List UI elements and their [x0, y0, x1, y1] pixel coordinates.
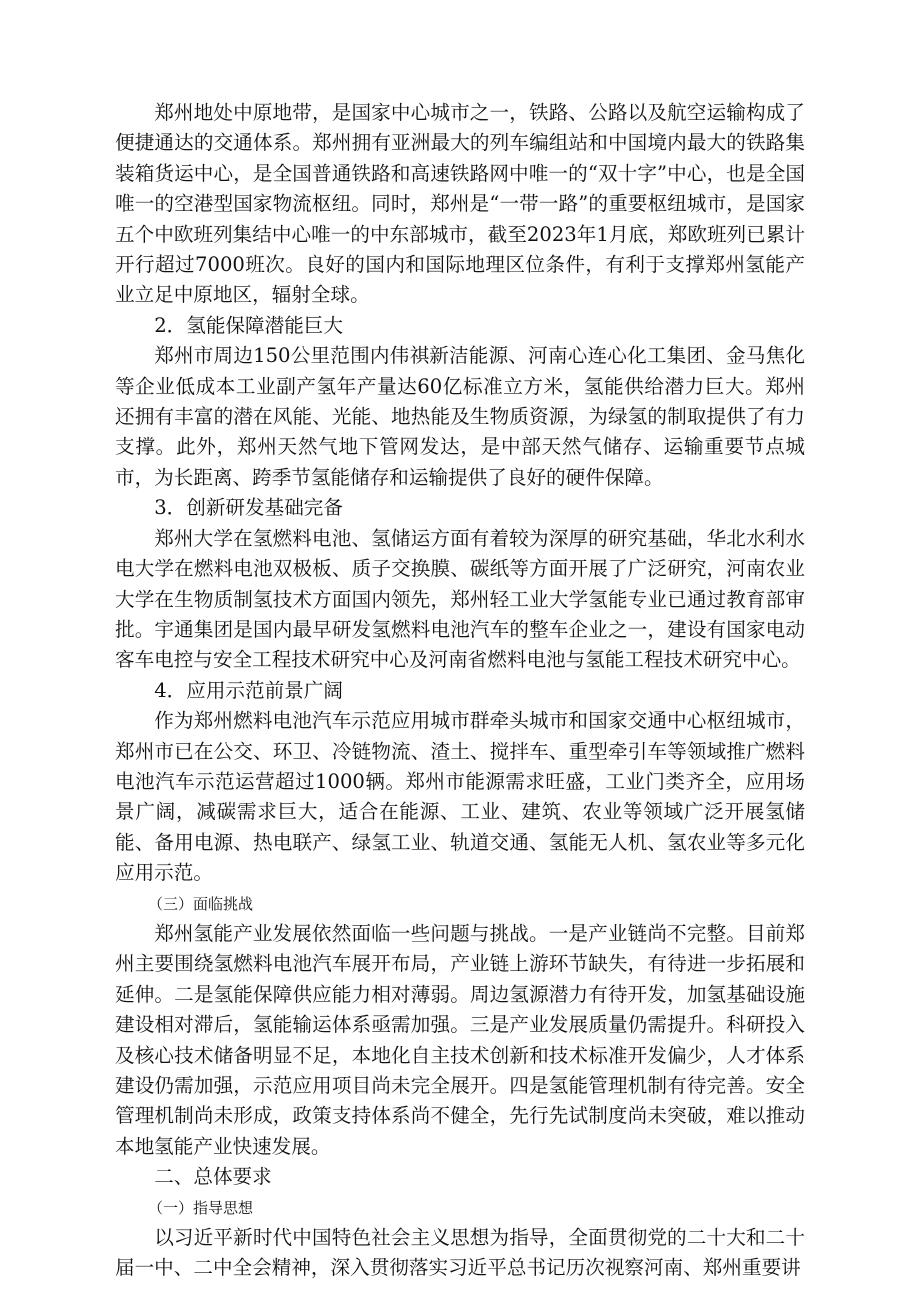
document-page — [115, 98, 805, 1284]
heading-general-requirements: 二、总体要求 — [154, 1165, 272, 1189]
paragraph-challenges: 郑州氢能产业发展依然面临一些问题与挑战。一是产业链尚不完整。目前郑州主要围绕氢燃料电池汽车展开布局，产业链上游环节缺失，有待进一步拓展和延伸。二是氢能保障供应能力相对薄弱。周边氢源潜力有待开发，加氢基础设施建设相对滞后，氢能输运体系亟需加强。三是产业发展质量仍需提升。科研投入及核心技术储备明显不足，本地化自主技术创新和技术标准开发偏少，人才体系建设仍需加强，示范应用项目尚未完全展开。四是氢能管理机制有待完善。安全管理机制尚未形成，政策支持体系尚不健全，先行先试制度尚未突破，难以推动本地氢能产业快速发展。 — [115, 921, 805, 1158]
paragraph-hydrogen-supply: 郑州市周边150公里范围内伟祺新洁能源、河南心连心化工集团、金马焦化等企业低成本工业副产氢年产量达60亿标准立方米，氢能供给潜力巨大。郑州还拥有丰富的潜在风能、光能、地热能及生物质资源，为绿氢的制取提供了有力支撑。此外，郑州天然气地下管网发达，是中部天然气储存、运输重要节点城市，为长距离、跨季节氢能储存和运输提供了良好的硬件保障。 — [115, 344, 805, 489]
heading-application-demo: 4．应用示范前景广阔 — [154, 678, 343, 702]
paragraph-application-demo: 作为郑州燃料电池汽车示范应用城市群牵头城市和国家交通中心枢纽城市，郑州市已在公交、环卫、冷链物流、渣土、搅拌车、重型牵引车等领域推广燃料电池汽车示范运营超过1000辆。郑州市能源需求旺盛，工业门类齐全，应用场景广阔，减碳需求巨大，适合在能源、工业、建筑、农业等领域广泛开展氢储能、备用电源、热电联产、绿氢工业、轨道交通、氢能无人机、氢农业等多元化应用示范。 — [115, 709, 805, 885]
heading-rd-foundation: 3．创新研发基础完备 — [154, 496, 343, 520]
paragraph-guiding-ideology: 以习近平新时代中国特色社会主义思想为指导，全面贯彻党的二十大和二十届一中、二中全会精神，深入贯彻落实习近平总书记历次视察河南、郑州重要讲 — [115, 1226, 805, 1280]
heading-hydrogen-supply: 2．氢能保障潜能巨大 — [154, 313, 343, 337]
paragraph-location-advantage: 郑州地处中原地带，是国家中心城市之一，铁路、公路以及航空运输构成了便捷通达的交通体系。郑州拥有亚洲最大的列车编组站和中国境内最大的铁路集装箱货运中心，是全国普通铁路和高速铁路网中唯一的“双十字”中心，也是全国唯一的空港型国家物流枢纽。同时，郑州是“一带一路”的重要枢纽城市，是国家五个中欧班列集结中心唯一的中东部城市，截至2023年1月底，郑欧班列已累计开行超过7000班次。良好的国内和国际地理区位条件，有利于支撑郑州氢能产业立足中原地区，辐射全球。 — [115, 101, 805, 307]
heading-guiding-ideology: （一）指导思想 — [148, 1198, 254, 1217]
paragraph-rd-foundation: 郑州大学在氢燃料电池、氢储运方面有着较为深厚的研究基础，华北水利水电大学在燃料电池双极板、质子交换膜、碳纸等方面开展了广泛研究，河南农业大学在生物质制氢技术方面国内领先，郑州轻工业大学氢能专业已通过教育部审批。宇通集团是国内最早研发氢燃料电池汽车的整车企业之一，建设有国家电动客车电控与安全工程技术研究中心及河南省燃料电池与氢能工程技术研究中心。 — [115, 526, 805, 672]
heading-challenges: （三）面临挑战 — [148, 894, 254, 913]
